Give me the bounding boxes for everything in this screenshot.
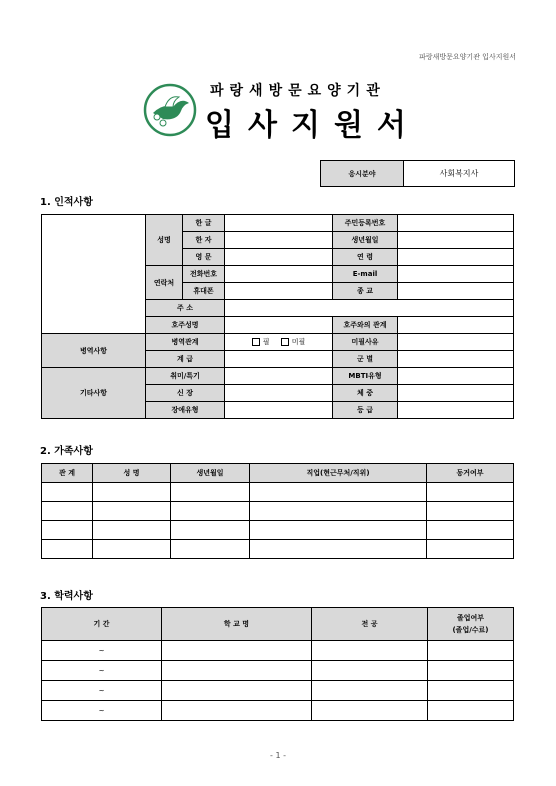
phone-label: 전화번호 bbox=[183, 266, 225, 283]
branch-label: 군 별 bbox=[333, 351, 398, 368]
table-row bbox=[42, 641, 514, 661]
english-label: 영 문 bbox=[183, 249, 225, 266]
rrn-field[interactable] bbox=[398, 215, 514, 232]
religion-field[interactable] bbox=[398, 283, 514, 300]
period-separator[interactable]: ~ bbox=[42, 701, 162, 721]
page-number: - 1 - bbox=[270, 751, 286, 760]
height-label: 신 장 bbox=[146, 385, 225, 402]
disability-field[interactable] bbox=[225, 402, 333, 419]
family-header-cohabit: 동거여부 bbox=[427, 464, 514, 483]
hangul-field[interactable] bbox=[225, 215, 333, 232]
mbti-label: MBTI유형 bbox=[333, 368, 398, 385]
military-group-label: 병역사항 bbox=[42, 334, 146, 368]
family-table bbox=[41, 463, 514, 559]
birth-field[interactable] bbox=[398, 232, 514, 249]
edu-header-school: 학 교 명 bbox=[162, 608, 312, 641]
military-relation-label: 병역관계 bbox=[146, 334, 225, 351]
table-row bbox=[42, 701, 514, 721]
hanja-label: 한 자 bbox=[183, 232, 225, 249]
hobby-label: 취미/특기 bbox=[146, 368, 225, 385]
table-row bbox=[42, 502, 514, 521]
edu-header-graduation: 졸업여부 (졸업/수료) bbox=[428, 608, 514, 641]
personal-info-table bbox=[41, 214, 514, 419]
table-row bbox=[42, 483, 514, 502]
organization-name: 파랑새방문요양기관 bbox=[210, 83, 386, 99]
family-header-relation: 관 계 bbox=[42, 464, 93, 483]
name-group-label: 성명 bbox=[146, 215, 183, 266]
military-not-done-label: 미필 bbox=[291, 338, 306, 346]
address-label: 주 소 bbox=[146, 300, 225, 317]
exempt-reason-label: 미필사유 bbox=[333, 334, 398, 351]
age-label: 연 령 bbox=[333, 249, 398, 266]
head-relation-field[interactable] bbox=[398, 317, 514, 334]
bluebird-logo-icon bbox=[143, 83, 197, 137]
exempt-reason-field[interactable] bbox=[398, 334, 514, 351]
grade-field[interactable] bbox=[398, 402, 514, 419]
religion-label: 종 교 bbox=[333, 283, 398, 300]
military-done-checkbox[interactable] bbox=[252, 338, 260, 346]
email-field[interactable] bbox=[398, 266, 514, 283]
rank-field[interactable] bbox=[225, 351, 333, 368]
other-group-label: 기타사항 bbox=[42, 368, 146, 419]
head-name-label: 호주성명 bbox=[146, 317, 225, 334]
application-field-table bbox=[320, 160, 515, 187]
education-table bbox=[41, 607, 514, 721]
hobby-field[interactable] bbox=[225, 368, 333, 385]
hangul-label: 한 글 bbox=[183, 215, 225, 232]
military-status-field[interactable] bbox=[225, 334, 333, 351]
rrn-label: 주민등록번호 bbox=[333, 215, 398, 232]
document-title: 입사지원서 bbox=[205, 108, 420, 143]
military-not-done-checkbox[interactable] bbox=[281, 338, 289, 346]
document-header-note: 파랑새방문요양기관 입사지원서 bbox=[419, 53, 516, 61]
family-header-job: 직업(현근무처/직위) bbox=[250, 464, 427, 483]
section-title-family: 2. 가족사항 bbox=[40, 446, 93, 457]
mobile-label: 휴대폰 bbox=[183, 283, 225, 300]
address-field[interactable] bbox=[225, 300, 514, 317]
disability-label: 장애유형 bbox=[146, 402, 225, 419]
section-title-personal: 1. 인적사항 bbox=[40, 197, 93, 208]
weight-label: 체 중 bbox=[333, 385, 398, 402]
english-field[interactable] bbox=[225, 249, 333, 266]
apply-field-label: 응시분야 bbox=[321, 161, 404, 187]
section-title-education: 3. 학력사항 bbox=[40, 591, 93, 602]
family-header-birth: 생년월일 bbox=[171, 464, 250, 483]
family-header-name: 성 명 bbox=[93, 464, 171, 483]
hanja-field[interactable] bbox=[225, 232, 333, 249]
table-row bbox=[42, 521, 514, 540]
head-name-field[interactable] bbox=[225, 317, 333, 334]
height-field[interactable] bbox=[225, 385, 333, 402]
grade-label: 등 급 bbox=[333, 402, 398, 419]
branch-field[interactable] bbox=[398, 351, 514, 368]
apply-field-value[interactable]: 사회복지사 bbox=[404, 161, 515, 187]
period-separator[interactable]: ~ bbox=[42, 681, 162, 701]
head-relation-label: 호주와의 관계 bbox=[333, 317, 398, 334]
contact-group-label: 연락처 bbox=[146, 266, 183, 300]
phone-field[interactable] bbox=[225, 266, 333, 283]
period-separator[interactable]: ~ bbox=[42, 641, 162, 661]
table-row bbox=[42, 661, 514, 681]
edu-header-period: 기 간 bbox=[42, 608, 162, 641]
age-field[interactable] bbox=[398, 249, 514, 266]
mbti-field[interactable] bbox=[398, 368, 514, 385]
table-row bbox=[42, 540, 514, 559]
military-done-label: 필 bbox=[262, 338, 270, 346]
email-label: E-mail bbox=[333, 266, 398, 283]
weight-field[interactable] bbox=[398, 385, 514, 402]
birth-label: 생년월일 bbox=[333, 232, 398, 249]
period-separator[interactable]: ~ bbox=[42, 661, 162, 681]
photo-area[interactable] bbox=[42, 215, 146, 334]
mobile-field[interactable] bbox=[225, 283, 333, 300]
rank-label: 계 급 bbox=[146, 351, 225, 368]
table-row bbox=[42, 681, 514, 701]
edu-header-major: 전 공 bbox=[312, 608, 428, 641]
